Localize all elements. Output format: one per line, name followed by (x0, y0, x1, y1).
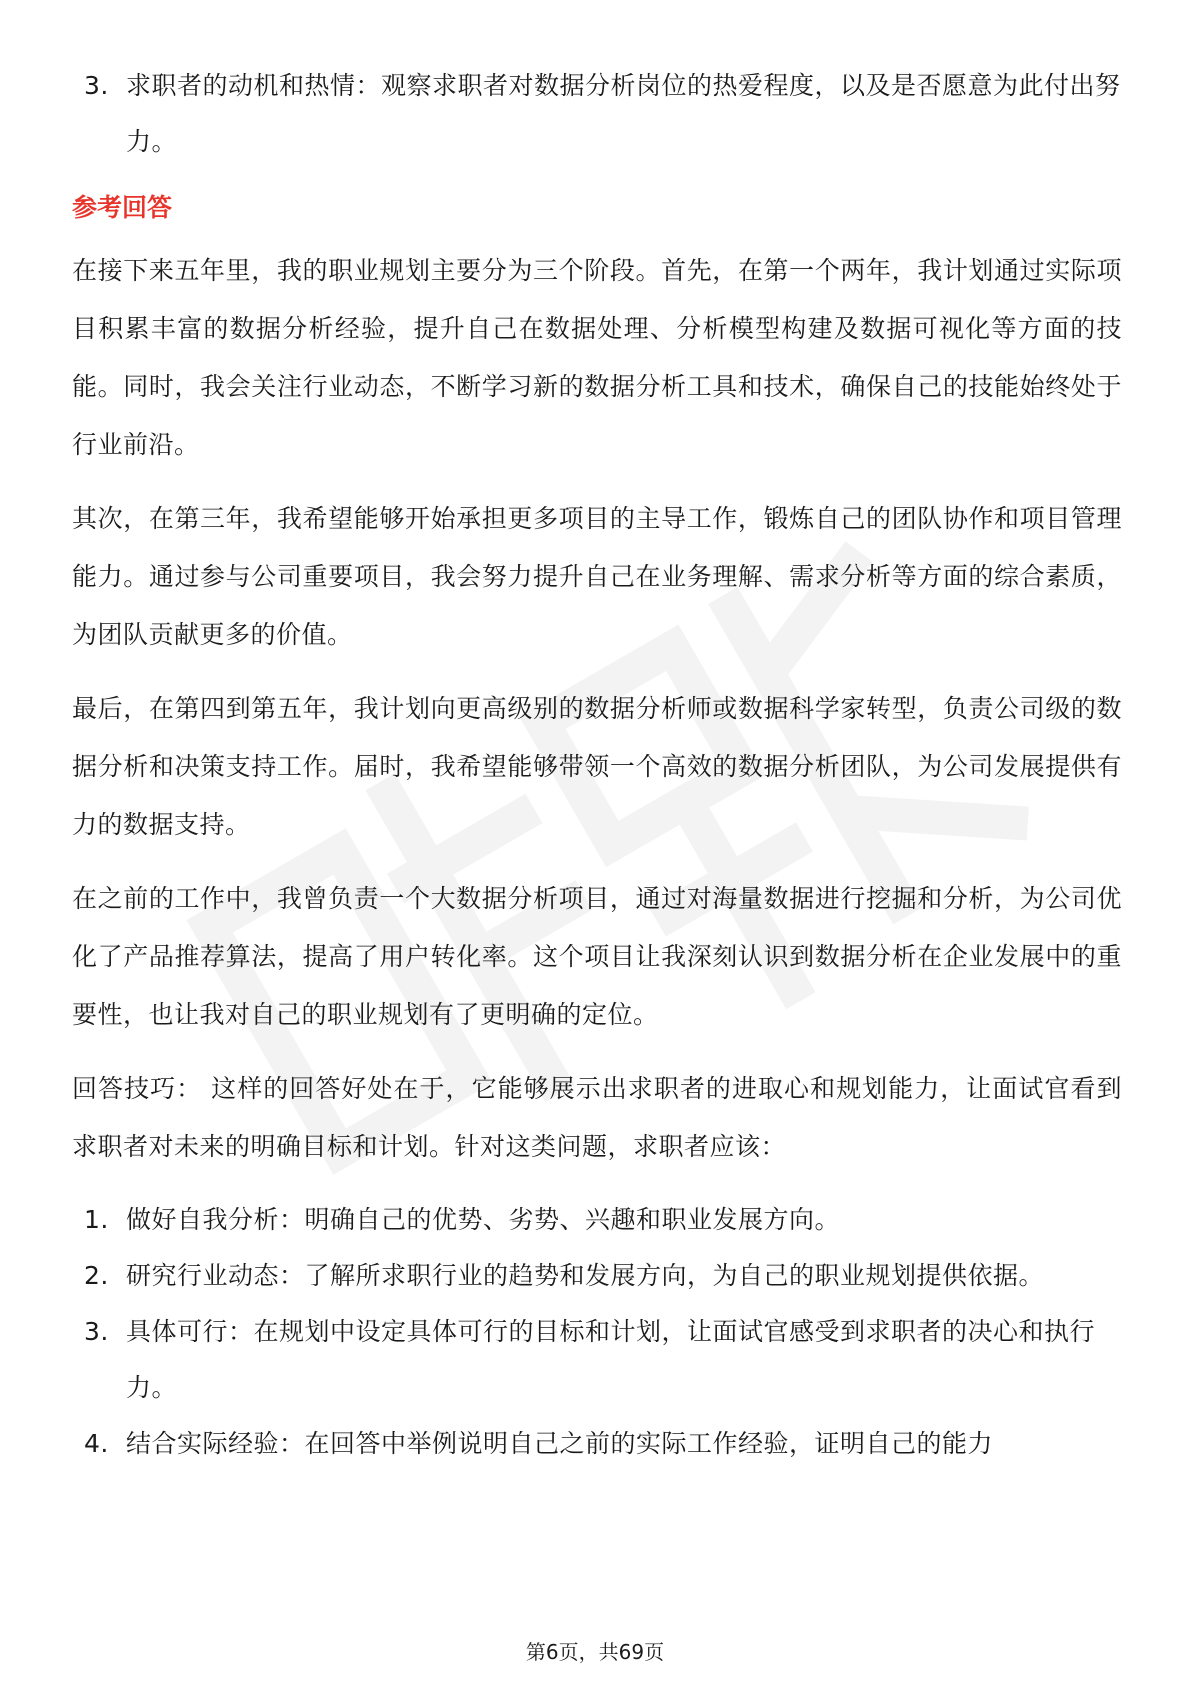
document-content (72, 58, 1122, 1472)
list-item-number: 3. (84, 71, 109, 100)
list-item (72, 1304, 1122, 1416)
list-item-text: 结合实际经验：在回答中举例说明自己之前的实际工作经验，证明自己的能力 (126, 1429, 994, 1458)
list-item-number: 1. (84, 1205, 109, 1234)
list-item-number: 3. (84, 1317, 109, 1346)
answer-paragraph: 在之前的工作中，我曾负责一个大数据分析项目，通过对海量数据进行挖掘和分析，为公司优化了产品推荐算法，提高了用户转化率。这个项目让我深刻认识到数据分析在企业发展中的重要性，也让我对自己的职业规划有了更明确的定位。 (72, 884, 1122, 1029)
list-item-number: 4. (84, 1429, 109, 1458)
tips-paragraph: 回答技巧： 这样的回答好处在于，它能够展示出求职者的进取心和规划能力，让面试官看到求职者对未来的明确目标和计划。针对这类问题，求职者应该： (72, 1074, 1122, 1161)
answer-paragraph: 最后，在第四到第五年，我计划向更高级别的数据分析师或数据科学家转型，负责公司级的数据分析和决策支持工作。届时，我希望能够带领一个高效的数据分析团队，为公司发展提供有力的数据支持。 (72, 694, 1122, 839)
answer-paragraph: 其次，在第三年，我希望能够开始承担更多项目的主导工作，锻炼自己的团队协作和项目管理能力。通过参与公司重要项目，我会努力提升自己在业务理解、需求分析等方面的综合素质，为团队贡献更多的价值。 (72, 504, 1122, 649)
list-item-text: 做好自我分析：明确自己的优势、劣势、兴趣和职业发展方向。 (126, 1205, 841, 1234)
list-item-text: 研究行业动态：了解所求职行业的趋势和发展方向，为自己的职业规划提供依据。 (126, 1261, 1045, 1290)
list-item-text: 求职者的动机和热情：观察求职者对数据分析岗位的热爱程度，以及是否愿意为此付出努力。 (126, 71, 1121, 156)
tips-list (72, 1192, 1122, 1472)
list-item (72, 1416, 1122, 1472)
section-heading: 参考回答 (72, 193, 173, 222)
answer-paragraph: 在接下来五年里，我的职业规划主要分为三个阶段。首先，在第一个两年，我计划通过实际项目积累丰富的数据分析经验，提升自己在数据处理、分析模型构建及数据可视化等方面的技能。同时，我会关注行业动态，不断学习新的数据分析工具和技术，确保自己的技能始终处于行业前沿。 (72, 256, 1122, 459)
list-item-number: 2. (84, 1261, 109, 1290)
list-item-text: 具体可行：在规划中设定具体可行的目标和计划，让面试官感受到求职者的决心和执行力。 (126, 1317, 1096, 1402)
list-item (72, 1248, 1122, 1304)
criteria-list (72, 58, 1122, 170)
list-item (72, 1192, 1122, 1248)
page-footer: 第6页，共69页 (525, 1640, 665, 1664)
list-item (72, 58, 1122, 170)
